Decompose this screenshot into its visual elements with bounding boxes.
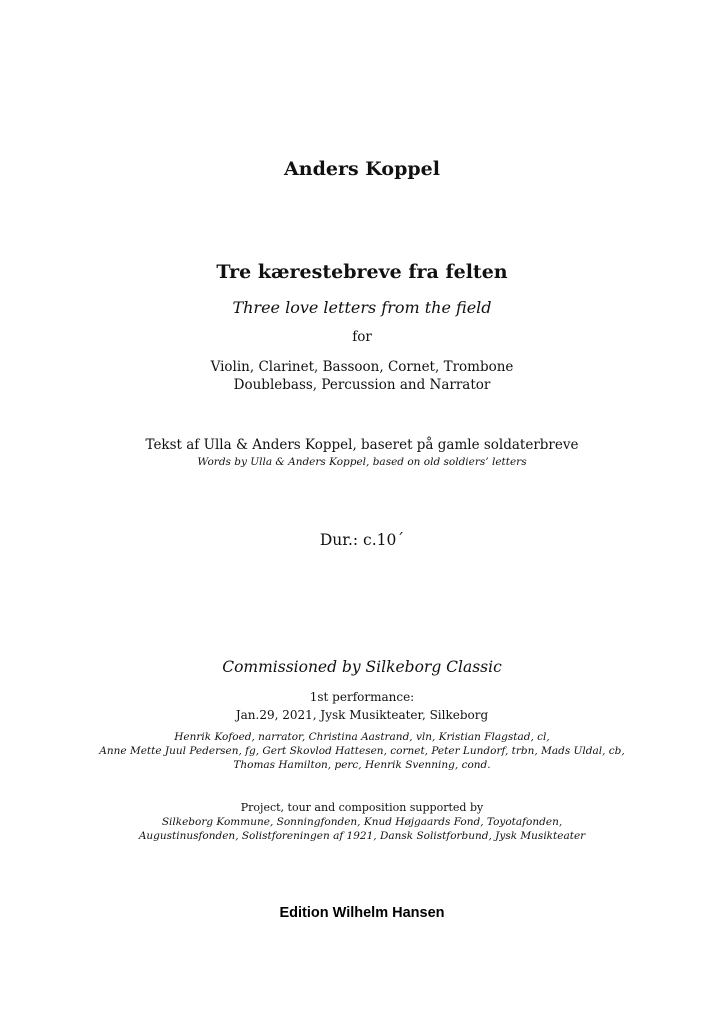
work-subtitle: Three love letters from the field xyxy=(232,298,492,317)
instrumentation-line-2: Doublebass, Percussion and Narrator xyxy=(233,377,491,393)
first-performance-date: Jan.29, 2021, Jysk Musikteater, Silkeborg xyxy=(235,708,489,722)
work-title: Tre kærestebreve fra felten xyxy=(216,261,508,283)
duration: Dur.: c.10´ xyxy=(319,531,405,549)
first-performance-label: 1st performance: xyxy=(309,690,415,704)
text-credit-english: Words by Ulla & Anders Koppel, based on old soldiers’ letters xyxy=(197,456,527,468)
performers-line-2: Anne Mette Juul Pedersen, fg, Gert Skovlod Hattesen, cornet, Peter Lundorf, trbn, Mads Uldal, cb, xyxy=(99,745,625,757)
text-credit-danish: Tekst af Ulla & Anders Koppel, baseret på gamle soldaterbreve xyxy=(145,437,579,453)
performers-line-3: Thomas Hamilton, perc, Henrik Svenning, cond. xyxy=(233,759,491,771)
support-label: Project, tour and composition supported by xyxy=(240,801,484,814)
sponsors-line-1: Silkeborg Kommune, Sonningfonden, Knud Højgaards Fond, Toyotafonden, xyxy=(161,816,563,828)
performers-line-1: Henrik Kofoed, narrator, Christina Aastrand, vln, Kristian Flagstad, cl, xyxy=(174,731,550,743)
composer-name: Anders Koppel xyxy=(284,158,440,180)
commission-credit: Commissioned by Silkeborg Classic xyxy=(222,658,502,676)
instrumentation-line-1: Violin, Clarinet, Bassoon, Cornet, Trombone xyxy=(210,359,514,375)
sponsors-line-2: Augustinusfonden, Solistforeningen af 1921, Dansk Solistforbund, Jysk Musikteater xyxy=(138,830,586,842)
publisher-name: Edition Wilhelm Hansen xyxy=(279,905,445,921)
for-label: for xyxy=(352,329,372,345)
